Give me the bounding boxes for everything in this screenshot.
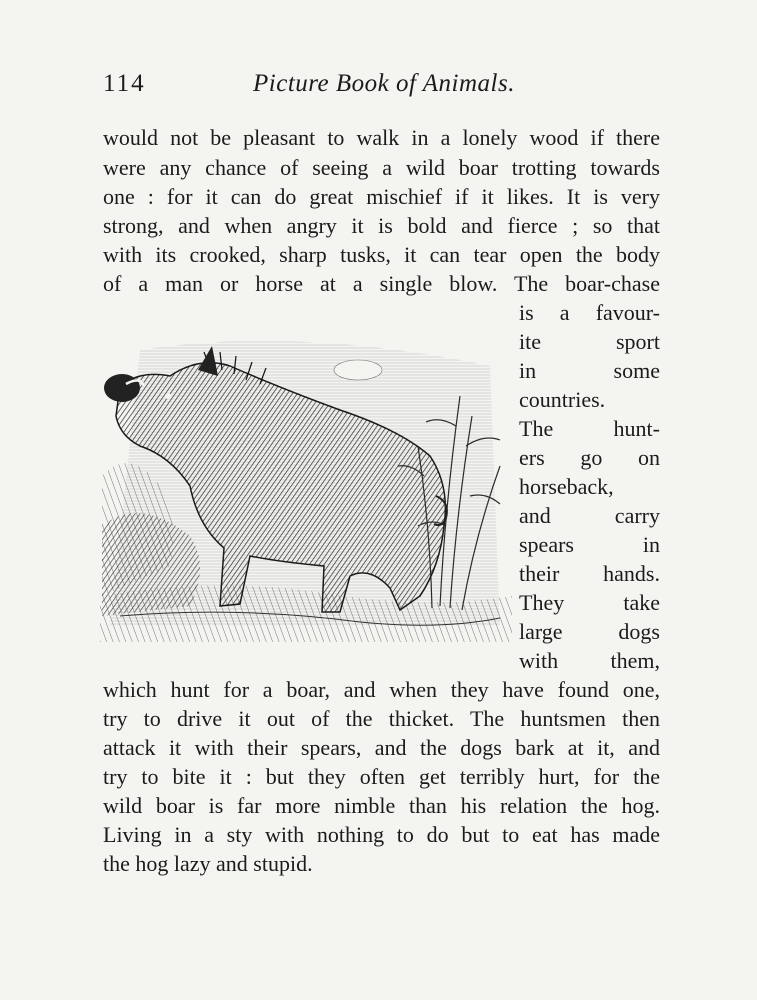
wild-boar-illustration [100,326,512,642]
text-line: spears in [519,532,660,557]
text-line: were any chance of seeing a wild boar trotting towards [103,155,660,180]
text-line: attack it with their spears, and the dogs bark at it, and [103,735,660,760]
running-title: Picture Book of Animals. [253,70,515,97]
page-header [103,70,663,104]
text-line: one : for it can do great mischief if it likes. It is very [103,184,660,209]
text-line: horseback, [519,474,614,499]
text-line: their hands. [519,561,660,586]
text-line: Living in a sty with nothing to do but to eat has made [103,822,660,847]
text-line: with them, [519,648,660,673]
text-line: They take [519,590,660,615]
page-number: 114 [103,70,146,97]
text-line: which hunt for a boar, and when they have found one, [103,677,660,702]
wild-boar-engraving-image [100,326,512,642]
text-line: with its crooked, sharp tusks, it can tear open the body [103,242,660,267]
text-line: and carry [519,503,660,528]
text-line: wild boar is far more nimble than his relation the hog. [103,793,660,818]
text-line: countries. [519,387,606,412]
text-line: ite sport [519,329,660,354]
text-line: would not be pleasant to walk in a lonely wood if there [103,125,660,150]
text-line: ers go on [519,445,660,470]
text-line: The hunt- [519,416,660,441]
text-line: in some [519,358,660,383]
text-line: try to bite it : but they often get terribly hurt, for the [103,764,660,789]
text-line: try to drive it out of the thicket. The huntsmen then [103,706,660,731]
text-line: strong, and when angry it is bold and fierce ; so that [103,213,660,238]
text-line: large dogs [519,619,660,644]
text-line: the hog lazy and stupid. [103,851,313,876]
text-line: is a favour- [519,300,660,325]
text-line: of a man or horse at a single blow. The boar-chase [103,271,660,296]
